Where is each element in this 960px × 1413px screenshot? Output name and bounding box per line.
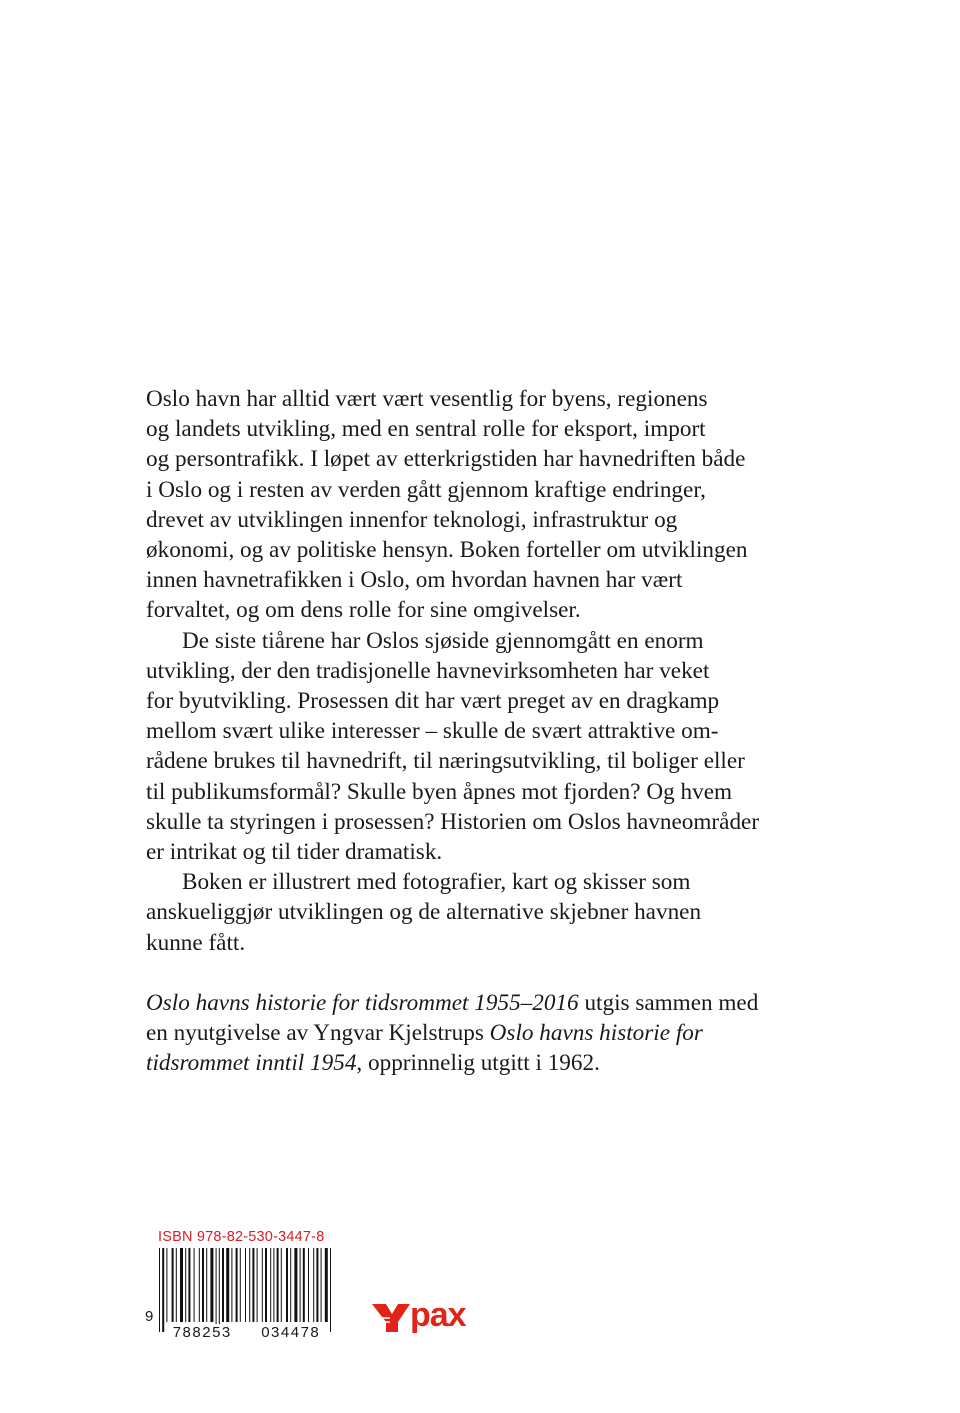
barcode-bar: [202, 1248, 204, 1322]
barcode-bar: [330, 1248, 331, 1332]
note-text: utgis sammen med: [578, 990, 759, 1016]
barcode-bar: [277, 1248, 279, 1322]
barcode-bar: [273, 1248, 274, 1322]
text-line: økonomi, og av politiske hensyn. Boken forteller om utviklingen: [146, 537, 748, 564]
text-line: kunne fått.: [146, 929, 246, 956]
barcode-bar: [222, 1248, 224, 1322]
barcode-bar: [240, 1248, 241, 1322]
text-line: forvaltet, og om dens rolle for sine omgivelser.: [146, 597, 581, 624]
barcode-bar: [172, 1248, 174, 1322]
isbn-barcode-block: [145, 1228, 335, 1351]
barcode-bar: [249, 1248, 250, 1322]
paragraph-3: [146, 867, 836, 958]
barcode-bar: [216, 1248, 217, 1332]
text-line: mellom svært ulike interesser – skulle de svært attraktive om-: [146, 718, 719, 745]
barcode-bar: [300, 1248, 301, 1322]
pax-logo-icon: [372, 1296, 484, 1336]
text-line: Boken er illustrert med fotografier, kart og skisser som: [182, 869, 691, 896]
barcode-bar: [199, 1248, 200, 1322]
barcode-bar: [176, 1248, 177, 1322]
back-cover-description: [146, 384, 836, 958]
barcode-bar: [188, 1248, 190, 1322]
pax-publisher-logo: [372, 1296, 484, 1341]
barcode-bar: [210, 1248, 213, 1322]
barcode-bar: [294, 1248, 297, 1322]
text-line: i Oslo og i resten av verden gått gjennom kraftige endringer,: [146, 476, 706, 503]
text-line: og landets utvikling, med en sentral rolle for eksport, import: [146, 416, 706, 443]
text-line: til publikumsformål? Skulle byen åpnes mot fjorden? Og hvem: [146, 778, 733, 805]
barcode-bar: [252, 1248, 254, 1322]
barcode-bar: [194, 1248, 195, 1322]
text-line: utvikling, der den tradisjonelle havnevirksomheten har veket: [146, 657, 710, 684]
barcode-bar: [286, 1248, 288, 1322]
text-line: er intrikat og til tider dramatisk.: [146, 839, 443, 866]
book-title-italic: tidsrommet inntil 1954: [146, 1050, 357, 1077]
note-text: en nyutgivelse av Yngvar Kjelstrups: [146, 1020, 490, 1047]
barcode-bar: [236, 1248, 238, 1322]
barcode-bar: [180, 1248, 183, 1322]
barcode-digits: [158, 1324, 335, 1341]
barcode-bar: [166, 1248, 167, 1322]
book-title-italic: Oslo havns historie for: [489, 1020, 703, 1047]
note-line-3: [146, 1048, 836, 1078]
isbn-label: ISBN 978-82-530-3447-8: [158, 1229, 325, 1245]
paragraph-1: [146, 384, 836, 626]
text-line: innen havnetrafikken i Oslo, om hvordan havnen har vært: [146, 567, 683, 594]
barcode-bar: [290, 1248, 291, 1322]
paragraph-2: [146, 626, 836, 868]
barcode-image: [158, 1248, 335, 1332]
text-line: drevet av utviklingen innenfor teknologi, infrastruktur og: [146, 506, 678, 533]
text-line: Oslo havn har alltid vært vært vesentlig for byens, regionens: [146, 386, 708, 412]
barcode-bar: [262, 1248, 263, 1322]
barcode-bar: [321, 1248, 322, 1322]
text-line: for byutvikling. Prosessen dit har vært preget av en dragkamp: [146, 688, 720, 715]
barcode-bar: [313, 1248, 314, 1322]
note-line-1: [146, 988, 836, 1018]
barcode-first-digit: 9: [145, 1308, 154, 1325]
text-line: og persontrafikk. I løpet av etterkrigstiden har havnedriften både: [146, 446, 746, 473]
barcode-bar: [245, 1248, 246, 1322]
barcode-bar: [281, 1248, 282, 1322]
edition-note: [146, 988, 836, 1079]
barcode-bar: [226, 1248, 229, 1322]
barcode-bar: [325, 1248, 328, 1322]
barcode-digit-group-left: 788253: [172, 1324, 232, 1341]
note-text: , opprinnelig utgitt i 1962.: [356, 1050, 600, 1077]
barcode-bar: [303, 1248, 305, 1322]
text-line: rådene brukes til havnedrift, til næringsutvikling, til boliger eller: [146, 748, 745, 775]
text-line: De siste tiårene har Oslos sjøside gjennomgått en enorm: [182, 627, 704, 654]
note-line-2: [146, 1018, 836, 1048]
publisher-logo-text: pax: [410, 1296, 466, 1334]
barcode-bar: [159, 1248, 160, 1332]
barcode-bar: [185, 1248, 186, 1322]
barcode-bar: [308, 1248, 309, 1322]
barcode-bar: [162, 1248, 164, 1332]
barcode-bar: [316, 1248, 318, 1322]
barcode-bar: [257, 1248, 258, 1322]
barcode-bar: [231, 1248, 232, 1322]
barcode-bar: [270, 1248, 271, 1322]
text-line: anskueliggjør utviklingen og de alternative skjebner havnen: [146, 899, 702, 926]
barcode-bar: [219, 1248, 220, 1332]
barcode-digit-group-right: 034478: [261, 1324, 321, 1341]
barcode-bar: [265, 1248, 267, 1322]
book-title-italic: Oslo havns historie for tidsrommet 1955–2016: [146, 990, 579, 1016]
barcode-bar: [206, 1248, 207, 1322]
text-line: skulle ta styringen i prosessen? Historien om Oslos havneområder: [146, 808, 760, 835]
barcode-row: [145, 1246, 335, 1351]
